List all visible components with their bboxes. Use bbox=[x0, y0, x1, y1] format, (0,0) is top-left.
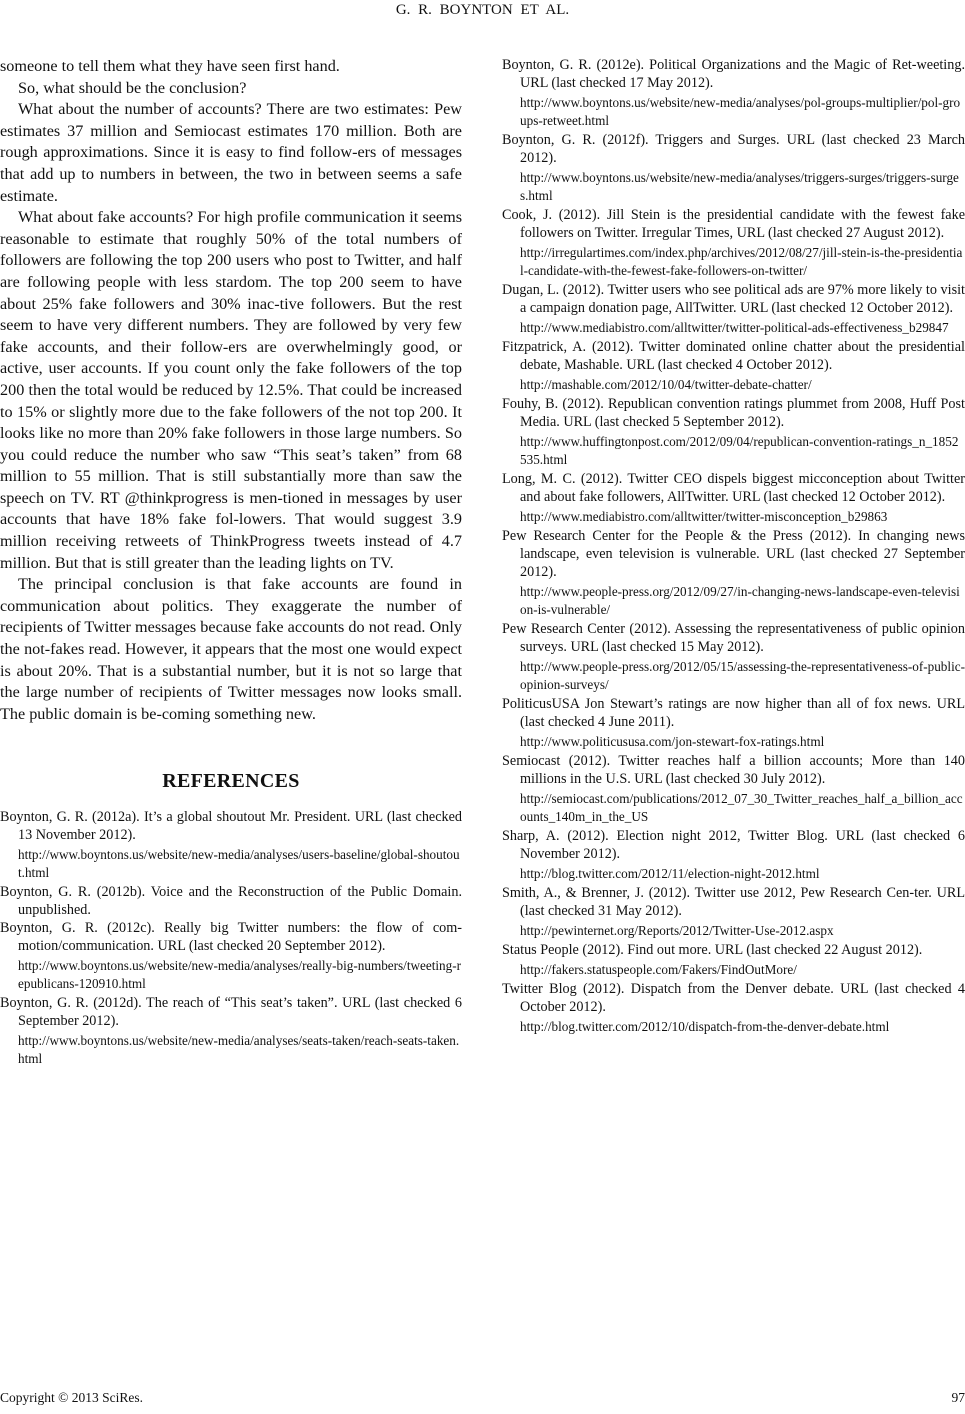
references-list-right bbox=[502, 56, 965, 1037]
body-text bbox=[0, 56, 462, 725]
reference-entry bbox=[502, 752, 965, 826]
paragraph: So, what should be the conclusion? bbox=[18, 78, 247, 97]
reference-url[interactable]: http://www.boyntons.us/website/new-media/analyses/triggers-surges/triggers-surges.html bbox=[520, 170, 959, 203]
reference-entry bbox=[502, 884, 965, 940]
reference-url[interactable]: http://fakers.statuspeople.com/Fakers/FindOutMore/ bbox=[520, 962, 797, 977]
reference-entry bbox=[502, 56, 965, 130]
reference-citation: Boynton, G. R. (2012c). Really big Twitter numbers: the flow of com-motion/communication. URL (last checked 20 September 2012). bbox=[0, 920, 462, 954]
reference-citation: Status People (2012). Find out more. URL (last checked 22 August 2012). bbox=[502, 942, 923, 958]
reference-citation: Boynton, G. R. (2012d). The reach of “This seat’s taken”. URL (last checked 6 September 2012). bbox=[0, 995, 462, 1029]
reference-citation: Boynton, G. R. (2012b). Voice and the Reconstruction of the Public Domain. unpublished. bbox=[0, 884, 462, 918]
reference-url[interactable]: http://www.boyntons.us/website/new-media/analyses/users-baseline/global-shoutout.html bbox=[18, 847, 460, 880]
reference-url[interactable]: http://www.people-press.org/2012/05/15/assessing-the-representativeness-of-public-opinion-surveys/ bbox=[520, 659, 965, 692]
reference-entry bbox=[502, 338, 965, 394]
references-heading: REFERENCES bbox=[162, 770, 300, 792]
reference-entry bbox=[502, 980, 965, 1036]
reference-entry bbox=[0, 883, 462, 919]
references-list-left bbox=[0, 808, 462, 1069]
reference-citation: Sharp, A. (2012). Election night 2012, Twitter Blog. URL (last checked 6 November 2012). bbox=[502, 828, 965, 862]
reference-entry bbox=[502, 827, 965, 883]
reference-citation: PoliticusUSA Jon Stewart’s ratings are now higher than all of fox news. URL (last checked 4 June 2011). bbox=[502, 696, 965, 730]
reference-entry bbox=[502, 206, 965, 280]
reference-citation: Semiocast (2012). Twitter reaches half a billion accounts; More than 140 millions in the U.S. URL (last checked 30 July 2012). bbox=[502, 753, 965, 787]
reference-citation: Boynton, G. R. (2012f). Triggers and Surges. URL (last checked 23 March 2012). bbox=[502, 132, 965, 166]
reference-url[interactable]: http://semiocast.com/publications/2012_07_30_Twitter_reaches_half_a_billion_accounts_140m_in_the_US bbox=[520, 791, 963, 824]
page-number: 97 bbox=[951, 1390, 965, 1405]
reference-url[interactable]: http://www.boyntons.us/website/new-media/analyses/really-big-numbers/tweeting-republicans-120910.html bbox=[18, 958, 462, 991]
reference-url[interactable]: http://mashable.com/2012/10/04/twitter-debate-chatter/ bbox=[520, 377, 812, 392]
paragraph: What about fake accounts? For high profile communication it seems reasonable to estimate that roughly 50% of the total numbers of followers are following the top 200 users who post to Twitter, and half are following people with less stardom. The top 200 seem to have about 25% fake followers and 30% inac-tive followers. But the rest seem to have very different numbers. They are followed by very few fake accounts, and their follow-ers are overwhelmingly good, or active, user accounts. If you count only the fake followers of the top 200 then the total would be reduced by 12.5%. That could be increased to 15% or slightly more due to the fake followers of the not top 200. It looks like no more than 20% fake followers in those large numbers. So you could reduce the number who saw “This seat’s taken” from 68 million to 55 million. That is still substantially more than saw the speech on TV. RT @thinkprogress is men-tioned in messages by user accounts that have 18% fake fol-lowers. That would suggest 3.9 million receiving retweets of ThinkProgress tweets instead of 4.7 million. But that is still greater than the leading lights on TV. bbox=[0, 208, 462, 572]
reference-entry bbox=[0, 808, 462, 882]
reference-entry bbox=[502, 281, 965, 337]
reference-url[interactable]: http://www.politicususa.com/jon-stewart-fox-ratings.html bbox=[520, 734, 825, 749]
paragraph: someone to tell them what they have seen first hand. bbox=[0, 57, 340, 75]
reference-entry bbox=[502, 620, 965, 694]
reference-citation: Fitzpatrick, A. (2012). Twitter dominated online chatter about the presidential debate, Mashable. URL (last checked 4 October 2012). bbox=[502, 339, 965, 373]
reference-citation: Boynton, G. R. (2012a). It’s a global shoutout Mr. President. URL (last checked 13 November 2012). bbox=[0, 809, 462, 843]
paragraph: The principal conclusion is that fake accounts are found in communication about politics. They exaggerate the number of recipients of Twitter messages because fake accounts do not read. Only the not-fakes read. However, it appears that the most one would expect is about 20%. That is a substantial number, but it is not so large that the large number of recipients of Twitter messages now looks small. The public domain is be-coming something new. bbox=[0, 575, 462, 723]
copyright: Copyright © 2013 SciRes. bbox=[0, 1390, 144, 1405]
reference-citation: Pew Research Center for the People & the Press (2012). In changing news landscape, even television is vulnerable. URL (last checked 27 September 2012). bbox=[502, 528, 965, 580]
reference-citation: Twitter Blog (2012). Dispatch from the Denver debate. URL (last checked 4 October 2012). bbox=[502, 981, 965, 1015]
reference-citation: Pew Research Center (2012). Assessing the representativeness of public opinion surveys. URL (last checked 15 May 2012). bbox=[502, 621, 965, 655]
reference-entry bbox=[502, 470, 965, 526]
reference-url[interactable]: http://blog.twitter.com/2012/10/dispatch-from-the-denver-debate.html bbox=[520, 1019, 890, 1034]
reference-citation: Smith, A., & Brenner, J. (2012). Twitter use 2012, Pew Research Cen-ter. URL (last checked 31 May 2012). bbox=[502, 885, 965, 919]
reference-entry bbox=[502, 131, 965, 205]
reference-entry bbox=[502, 395, 965, 469]
running-header: G. R. BOYNTON ET AL. bbox=[395, 2, 570, 18]
reference-url[interactable]: http://www.huffingtonpost.com/2012/09/04/republican-convention-ratings_n_1852535.html bbox=[520, 434, 959, 467]
reference-url[interactable]: http://www.mediabistro.com/alltwitter/twitter-misconception_b29863 bbox=[520, 509, 888, 524]
reference-citation: Dugan, L. (2012). Twitter users who see political ads are 97% more likely to visit a campaign donation page, AllTwitter. URL (last checked 12 October 2012). bbox=[502, 282, 965, 316]
reference-entry bbox=[0, 994, 462, 1068]
reference-citation: Long, M. C. (2012). Twitter CEO dispels biggest micconception about Twitter and about fake followers, AllTwitter. URL (last checked 12 October 2012). bbox=[502, 471, 965, 505]
reference-url[interactable]: http://www.mediabistro.com/alltwitter/twitter-political-ads-effectiveness_b29847 bbox=[520, 320, 949, 335]
reference-entry bbox=[0, 919, 462, 993]
reference-url[interactable]: http://www.boyntons.us/website/new-media/analyses/pol-groups-multiplier/pol-groups-retweet.html bbox=[520, 95, 961, 128]
reference-url[interactable]: http://www.boyntons.us/website/new-media/analyses/seats-taken/reach-seats-taken.html bbox=[18, 1033, 460, 1066]
reference-url[interactable]: http://pewinternet.org/Reports/2012/Twitter-Use-2012.aspx bbox=[520, 923, 834, 938]
reference-url[interactable]: http://irregulartimes.com/index.php/archives/2012/08/27/jill-stein-is-the-presidential-candidate-with-the-fewest-fake-followers-on-twitter/ bbox=[520, 245, 963, 278]
paragraph: What about the number of accounts? There are two estimates: Pew estimates 37 million and Semiocast estimates 170 million. Both are rough approximations. Since it is easy to find follow-ers of messages that add up to numbers in between, the two in between seems a safe estimate. bbox=[0, 100, 462, 205]
reference-citation: Cook, J. (2012). Jill Stein is the presidential candidate with the fewest fake followers on Twitter. Irregular Times, URL (last checked 27 August 2012). bbox=[502, 207, 965, 241]
reference-entry bbox=[502, 941, 965, 979]
reference-url[interactable]: http://blog.twitter.com/2012/11/election-night-2012.html bbox=[520, 866, 820, 881]
reference-entry bbox=[502, 695, 965, 751]
reference-url[interactable]: http://www.people-press.org/2012/09/27/in-changing-news-landscape-even-television-is-vulnerable/ bbox=[520, 584, 960, 617]
reference-citation: Fouhy, B. (2012). Republican convention ratings plummet from 2008, Huff Post Media. URL (last checked 5 September 2012). bbox=[502, 396, 965, 430]
reference-citation: Boynton, G. R. (2012e). Political Organizations and the Magic of Ret-weeting. URL (last checked 17 May 2012). bbox=[502, 57, 965, 91]
reference-entry bbox=[502, 527, 965, 619]
